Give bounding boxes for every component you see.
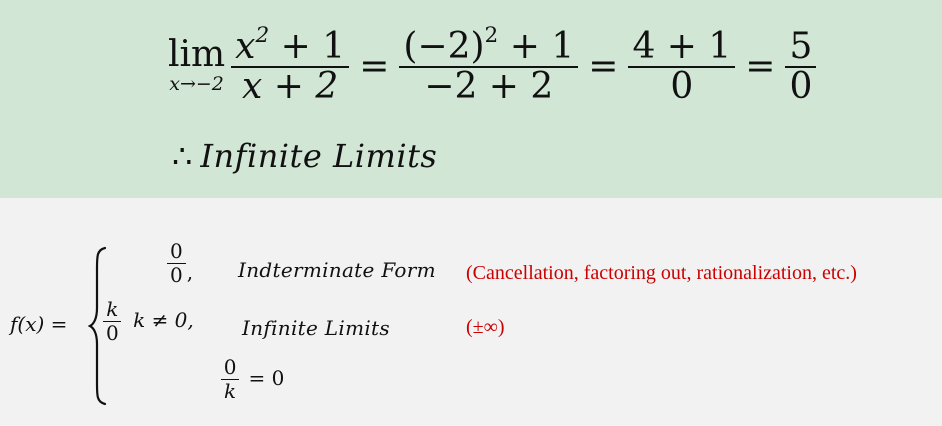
therefore-symbol: ∴ <box>172 137 193 175</box>
fraction-result-denominator: 0 <box>789 65 813 107</box>
case1-numerator: 0 <box>167 240 186 264</box>
conclusion-line <box>172 137 437 175</box>
case3-numerator: 0 <box>221 356 240 380</box>
piecewise-lhs <box>10 312 67 336</box>
limit-operator <box>168 34 226 96</box>
case3-row <box>220 356 284 403</box>
case1-note: (Cancellation, factoring out, rationalization, etc.) <box>466 262 857 284</box>
fraction-simplified <box>628 28 735 106</box>
fraction-original-numerator: $x^2 + 1$ <box>231 28 349 68</box>
case3-result: = 0 <box>248 366 285 390</box>
piecewise-lhs-text: f(x) = <box>10 312 68 336</box>
case2-denominator: 0 <box>106 321 119 345</box>
case1-fraction-row <box>166 240 193 287</box>
case2-fraction <box>102 298 123 345</box>
case1-comma: , <box>186 260 194 284</box>
fraction-simplified-denominator: 0 <box>670 65 694 107</box>
lim-subscript: x→−2 <box>169 73 224 96</box>
fraction-original <box>231 22 349 107</box>
fraction-substituted <box>399 22 578 107</box>
equals-sign: = <box>588 46 619 88</box>
case1-denominator: 0 <box>170 263 183 287</box>
case2-numerator: k <box>103 298 121 322</box>
case1-label: Indterminate Form <box>238 258 436 282</box>
case2-note: (±∞) <box>466 316 505 338</box>
equals-sign: = <box>745 46 776 88</box>
case2-row <box>102 298 194 345</box>
case3-fraction <box>220 356 240 403</box>
case2-condition: k ≠ 0, <box>133 308 194 332</box>
lim-word: lim <box>168 34 226 76</box>
fraction-original-denominator: x + 2 <box>242 65 339 107</box>
equals-sign: = <box>359 46 390 88</box>
fraction-result <box>785 28 816 106</box>
fraction-substituted-numerator: $(-2)^2 + 1$ <box>399 28 578 68</box>
case3-denominator: k <box>224 379 237 403</box>
fraction-simplified-numerator: 4 + 1 <box>628 28 735 68</box>
case1-fraction <box>166 240 187 287</box>
limit-equation <box>168 22 816 107</box>
fraction-result-numerator: 5 <box>785 28 816 68</box>
fraction-substituted-denominator: −2 + 2 <box>424 65 554 107</box>
conclusion-text: Infinite Limits <box>200 137 438 175</box>
case2-label: Infinite Limits <box>242 316 390 340</box>
